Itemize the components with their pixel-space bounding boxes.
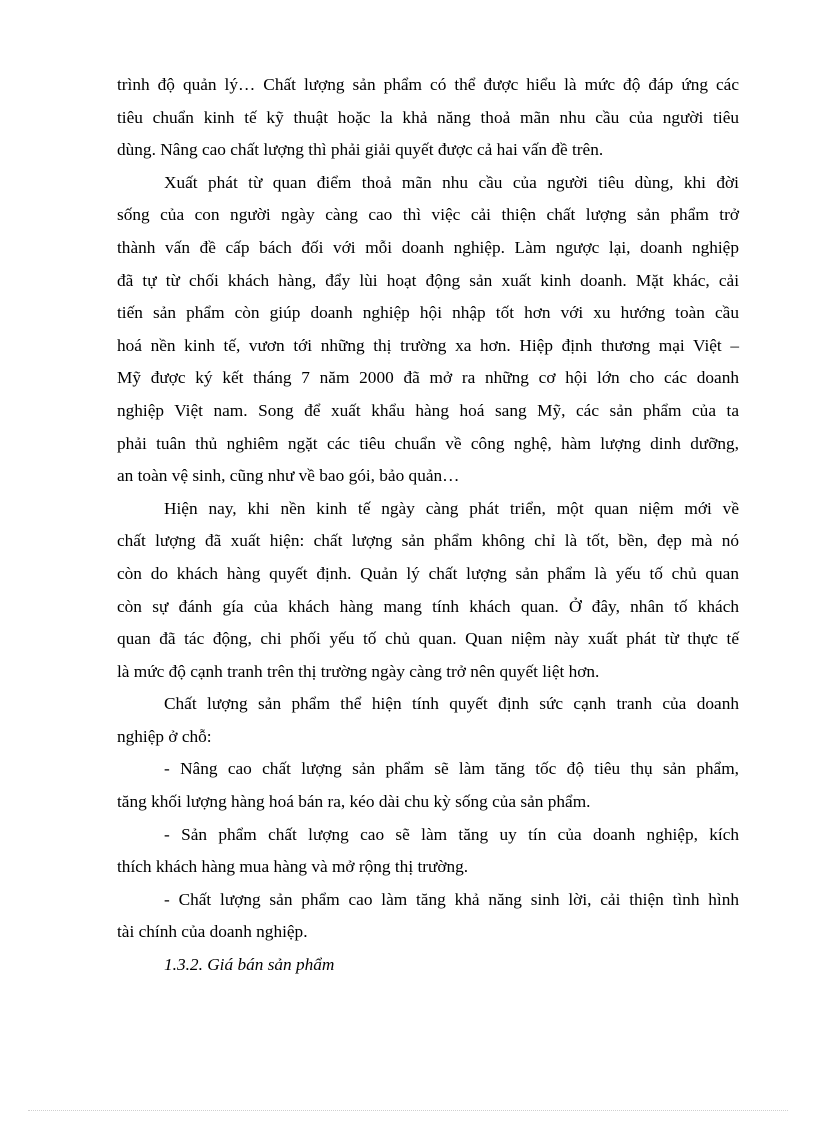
text-line: là mức độ cạnh tranh trên thị trường ngày càng trở nên quyết liệt hơn. [117,661,600,681]
text-line: Mỹ được ký kết tháng 7 năm 2000 đã mở ra những cơ hội lớn cho các doanh [117,368,739,388]
text-line: tài chính của doanh nghiệp. [117,922,308,942]
text-line: nghiệp ở chỗ: [117,726,212,746]
text-line: quan đã tác động, chi phối yếu tố chủ quan. Quan niệm này xuất phát từ thực tế [117,629,739,649]
text-line: phải tuân thủ nghiêm ngặt các tiêu chuẩn về công nghệ, hàm lượng dinh dưỡng, [117,433,739,453]
section-heading: 1.3.2. Giá bán sản phẩm [164,955,335,975]
text-line: tiến sản phẩm còn giúp doanh nghiệp hội nhập tốt hơn với xu hướng toàn cầu [117,303,739,323]
text-line: trình độ quản lý… Chất lượng sản phẩm có thể được hiểu là mức độ đáp ứng các [117,75,739,94]
text-line: đã tự từ chối khách hàng, đẩy lùi hoạt động sản xuất kinh doanh. Mặt khác, cải [117,270,739,290]
text-line: - Chất lượng sản phẩm cao làm tăng khả năng sinh lời, cải thiện tình hình [164,889,739,909]
text-line: dùng. Nâng cao chất lượng thì phải giải quyết được cả hai vấn đề trên. [117,140,604,160]
text-line: - Nâng cao chất lượng sản phẩm sẽ làm tăng tốc độ tiêu thụ sản phẩm, [164,759,739,779]
text-line: còn do khách hàng quyết định. Quản lý chất lượng sản phẩm là yếu tố chủ quan [117,563,739,583]
text-line: sống của con người ngày càng cao thì việc cải thiện chất lượng sản phẩm trở [117,205,739,225]
text-line: Hiện nay, khi nền kinh tế ngày càng phát triển, một quan niệm mới về [164,498,739,518]
text-line: tăng khối lượng hàng hoá bán ra, kéo dài chu kỳ sống của sản phẩm. [117,792,591,812]
text-line: Chất lượng sản phẩm thể hiện tính quyết định sức cạnh tranh của doanh [164,694,739,714]
text-line: chất lượng đã xuất hiện: chất lượng sản phẩm không chỉ là tốt, bền, đẹp mà nó [117,531,739,551]
text-line: an toàn vệ sinh, cũng như về bao gói, bảo quản… [117,466,460,486]
text-line: tiêu chuẩn kinh tế kỹ thuật hoặc la khả năng thoả mãn nhu cầu của người tiêu [117,107,739,127]
text-line: thành vấn đề cấp bách đối với mỗi doanh nghiệp. Làm ngược lại, doanh nghiệp [117,237,739,257]
text-line: hoá nền kinh tế, vươn tới những thị trường xa hơn. Hiệp định thương mại Việt – [117,335,739,355]
text-line: - Sản phẩm chất lượng cao sẽ làm tăng uy tín của doanh nghiệp, kích [164,824,739,844]
footer-divider [28,1110,788,1111]
document-body [117,69,739,982]
text-line: nghiệp Việt nam. Song để xuất khẩu hàng hoá sang Mỹ, các sản phẩm của ta [117,400,739,420]
text-line: thích khách hàng mua hàng và mở rộng thị trường. [117,857,469,877]
text-line: Xuất phát từ quan điểm thoả mãn nhu cầu của người tiêu dùng, khi đời [164,172,739,192]
text-line: còn sự đánh gía của khách hàng mang tính khách quan. Ở đây, nhân tố khách [117,596,739,616]
